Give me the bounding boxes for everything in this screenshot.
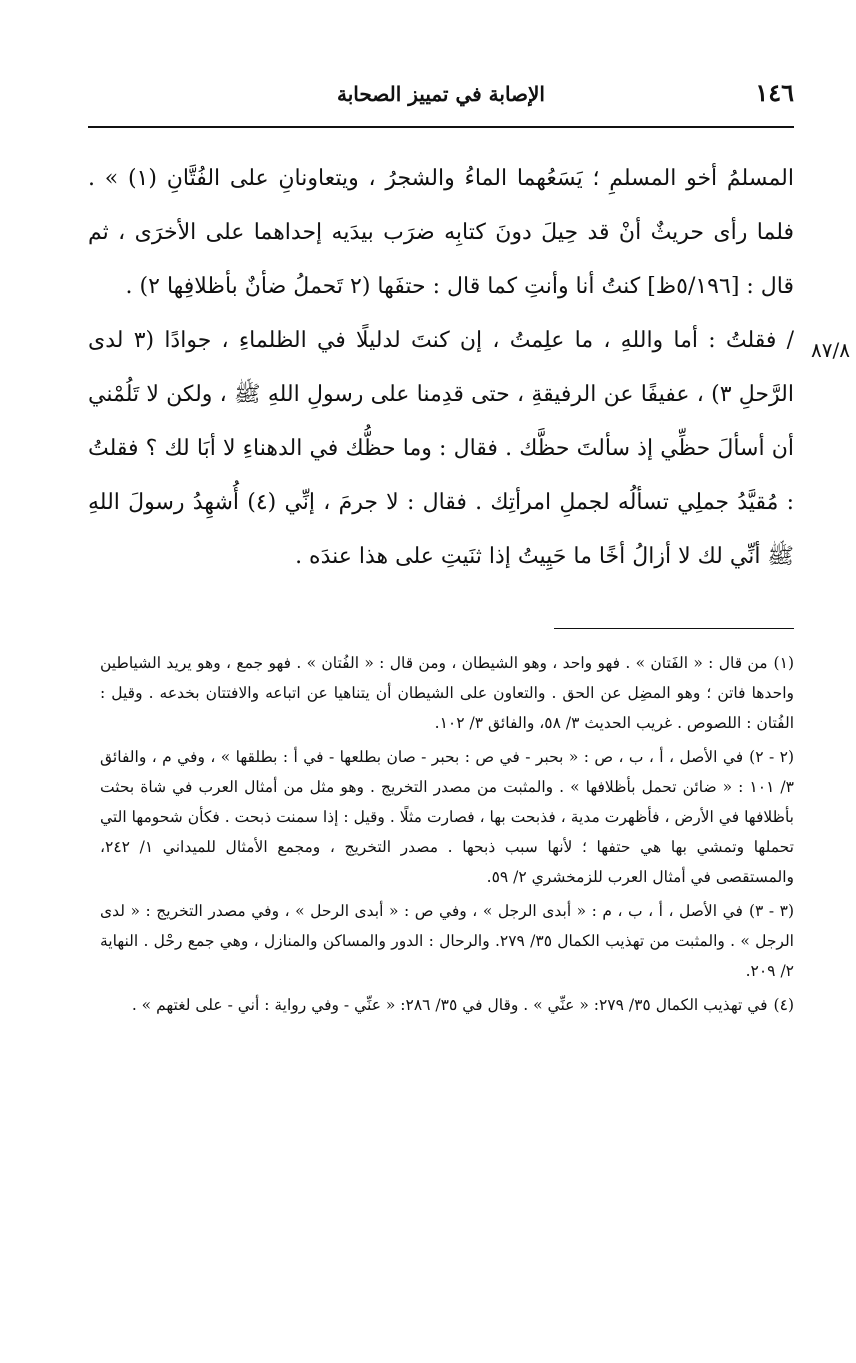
main-text <box>88 152 794 584</box>
footnote-text: في الأصل ، أ ، ب ، م : « أبدى الرجل » ، وفي ص : « أبدى الرحل » ، وفي مصدر التخريج : « لدى الرجل » . والمثبت من تهذيب الكمال ٣٥/ ٢٧٩. والرحال : الدور والمساكن والمنازل ، وهي جمع رحْل . النهاية ٢/ ٢٠٩. <box>100 902 794 980</box>
footnote-number: (٣ - ٣) <box>748 902 794 920</box>
footnote-number: (٢ - ٢) <box>749 748 794 766</box>
footnote-3 <box>100 896 794 986</box>
page-header <box>88 74 794 120</box>
main-paragraph-1: المسلمُ أخو المسلمِ ؛ يَسَعُهما الماءُ والشجرُ ، ويتعاونانِ على الفُتَّانِ (١) » . فلما رأى حريثٌ أنْ قد حِيلَ دونَ كتابِه ضرَب بيدَيه إحداهما على الأخرَى ، ثم قال : [٥/١٩٦ظ] كنتُ أنا وأنتِ كما قال : حتفَها (٢ تَحملُ ضأنٌ بأظلافِها ٢) . <box>88 166 794 299</box>
footnote-number: (١) <box>773 654 794 672</box>
running-title: الإصابة في تمييز الصحابة <box>337 82 545 106</box>
footnote-text: في الأصل ، أ ، ب ، ص : « بحبر - في ص : بحبر - صان بطلعها - في أ : بطلقها » ، وفي م ، والفائق ٣/ ١٠١ : « ضائن تحمل بأظلافها » . والمثبت من مصدر التخريج . وهو مثل من أمثال العرب في شاة بحثت بأظلافها في الأرض ، فأظهرت مدية ، فذبحت بها ، فصارت مثلًا . وقيل : إذا سمنت ذبحت . فكأن شحومها التي تحملها وتمشي بها هي حتفها ؛ لأنها سبب ذبحها . مصدر التخريج ، ومجمع الأمثال للميداني ١/ ٢٤٢، والمستقصى في أمثال العرب للزمخشري ٢/ ٥٩. <box>100 748 794 886</box>
header-rule <box>88 126 794 128</box>
margin-reference: ٨٧/٨ <box>811 338 850 362</box>
footnote-1 <box>100 648 794 738</box>
footnote-4 <box>100 990 794 1020</box>
footnote-2 <box>100 742 794 892</box>
footnote-text: في تهذيب الكمال ٣٥/ ٢٧٩: « عنِّي » . وقال في ٣٥/ ٢٨٦: « عنِّي - وفي رواية : أني - على لغتهم » . <box>131 996 768 1014</box>
page-number: ١٤٦ <box>755 78 794 107</box>
footnote-number: (٤) <box>773 996 794 1014</box>
footnotes <box>100 648 794 1024</box>
footnote-text: من قال : « الفَتان » . فهو واحد ، وهو الشيطان ، ومن قال : « الفُتان » . فهو جمع ، وهو يريد الشياطين واحدها فاتن ؛ وهو المضِل عن الحق . والتعاون على الشيطان أن يتناهيا عن اتباعه والافتتان بخدعه . وقيل : الفُتان : اللصوص . غريب الحديث ٣/ ٥٨، والفائق ٣/ ١٠٢. <box>100 654 794 732</box>
footnote-rule <box>554 628 794 629</box>
main-paragraph-2: / فقلتُ : أما واللهِ ، ما علِمتُ ، إن كنتَ لدليلًا في الظلماءِ ، جوادًا (٣ لدى الرَّحلِ ٣) ، عفيفًا عن الرفيقةِ ، حتى قدِمنا على رسولِ اللهِ ﷺ ، ولكن لا تَلُمْني أن أسألَ حظِّي إذ سألتَ حظَّك . فقال : وما حظُّك في الدهناءِ لا أبَا لك ؟ فقلتُ : مُقيَّدُ جملِي تسألُه لجملِ امرأتِك . فقال : لا جرمَ ، إنِّي (٤) أُشهِدُ رسولَ اللهِ ﷺ أنِّي لك لا أزالُ أخًا ما حَيِيتُ إذا ثنَيتِ على هذا عندَه . <box>88 328 794 569</box>
